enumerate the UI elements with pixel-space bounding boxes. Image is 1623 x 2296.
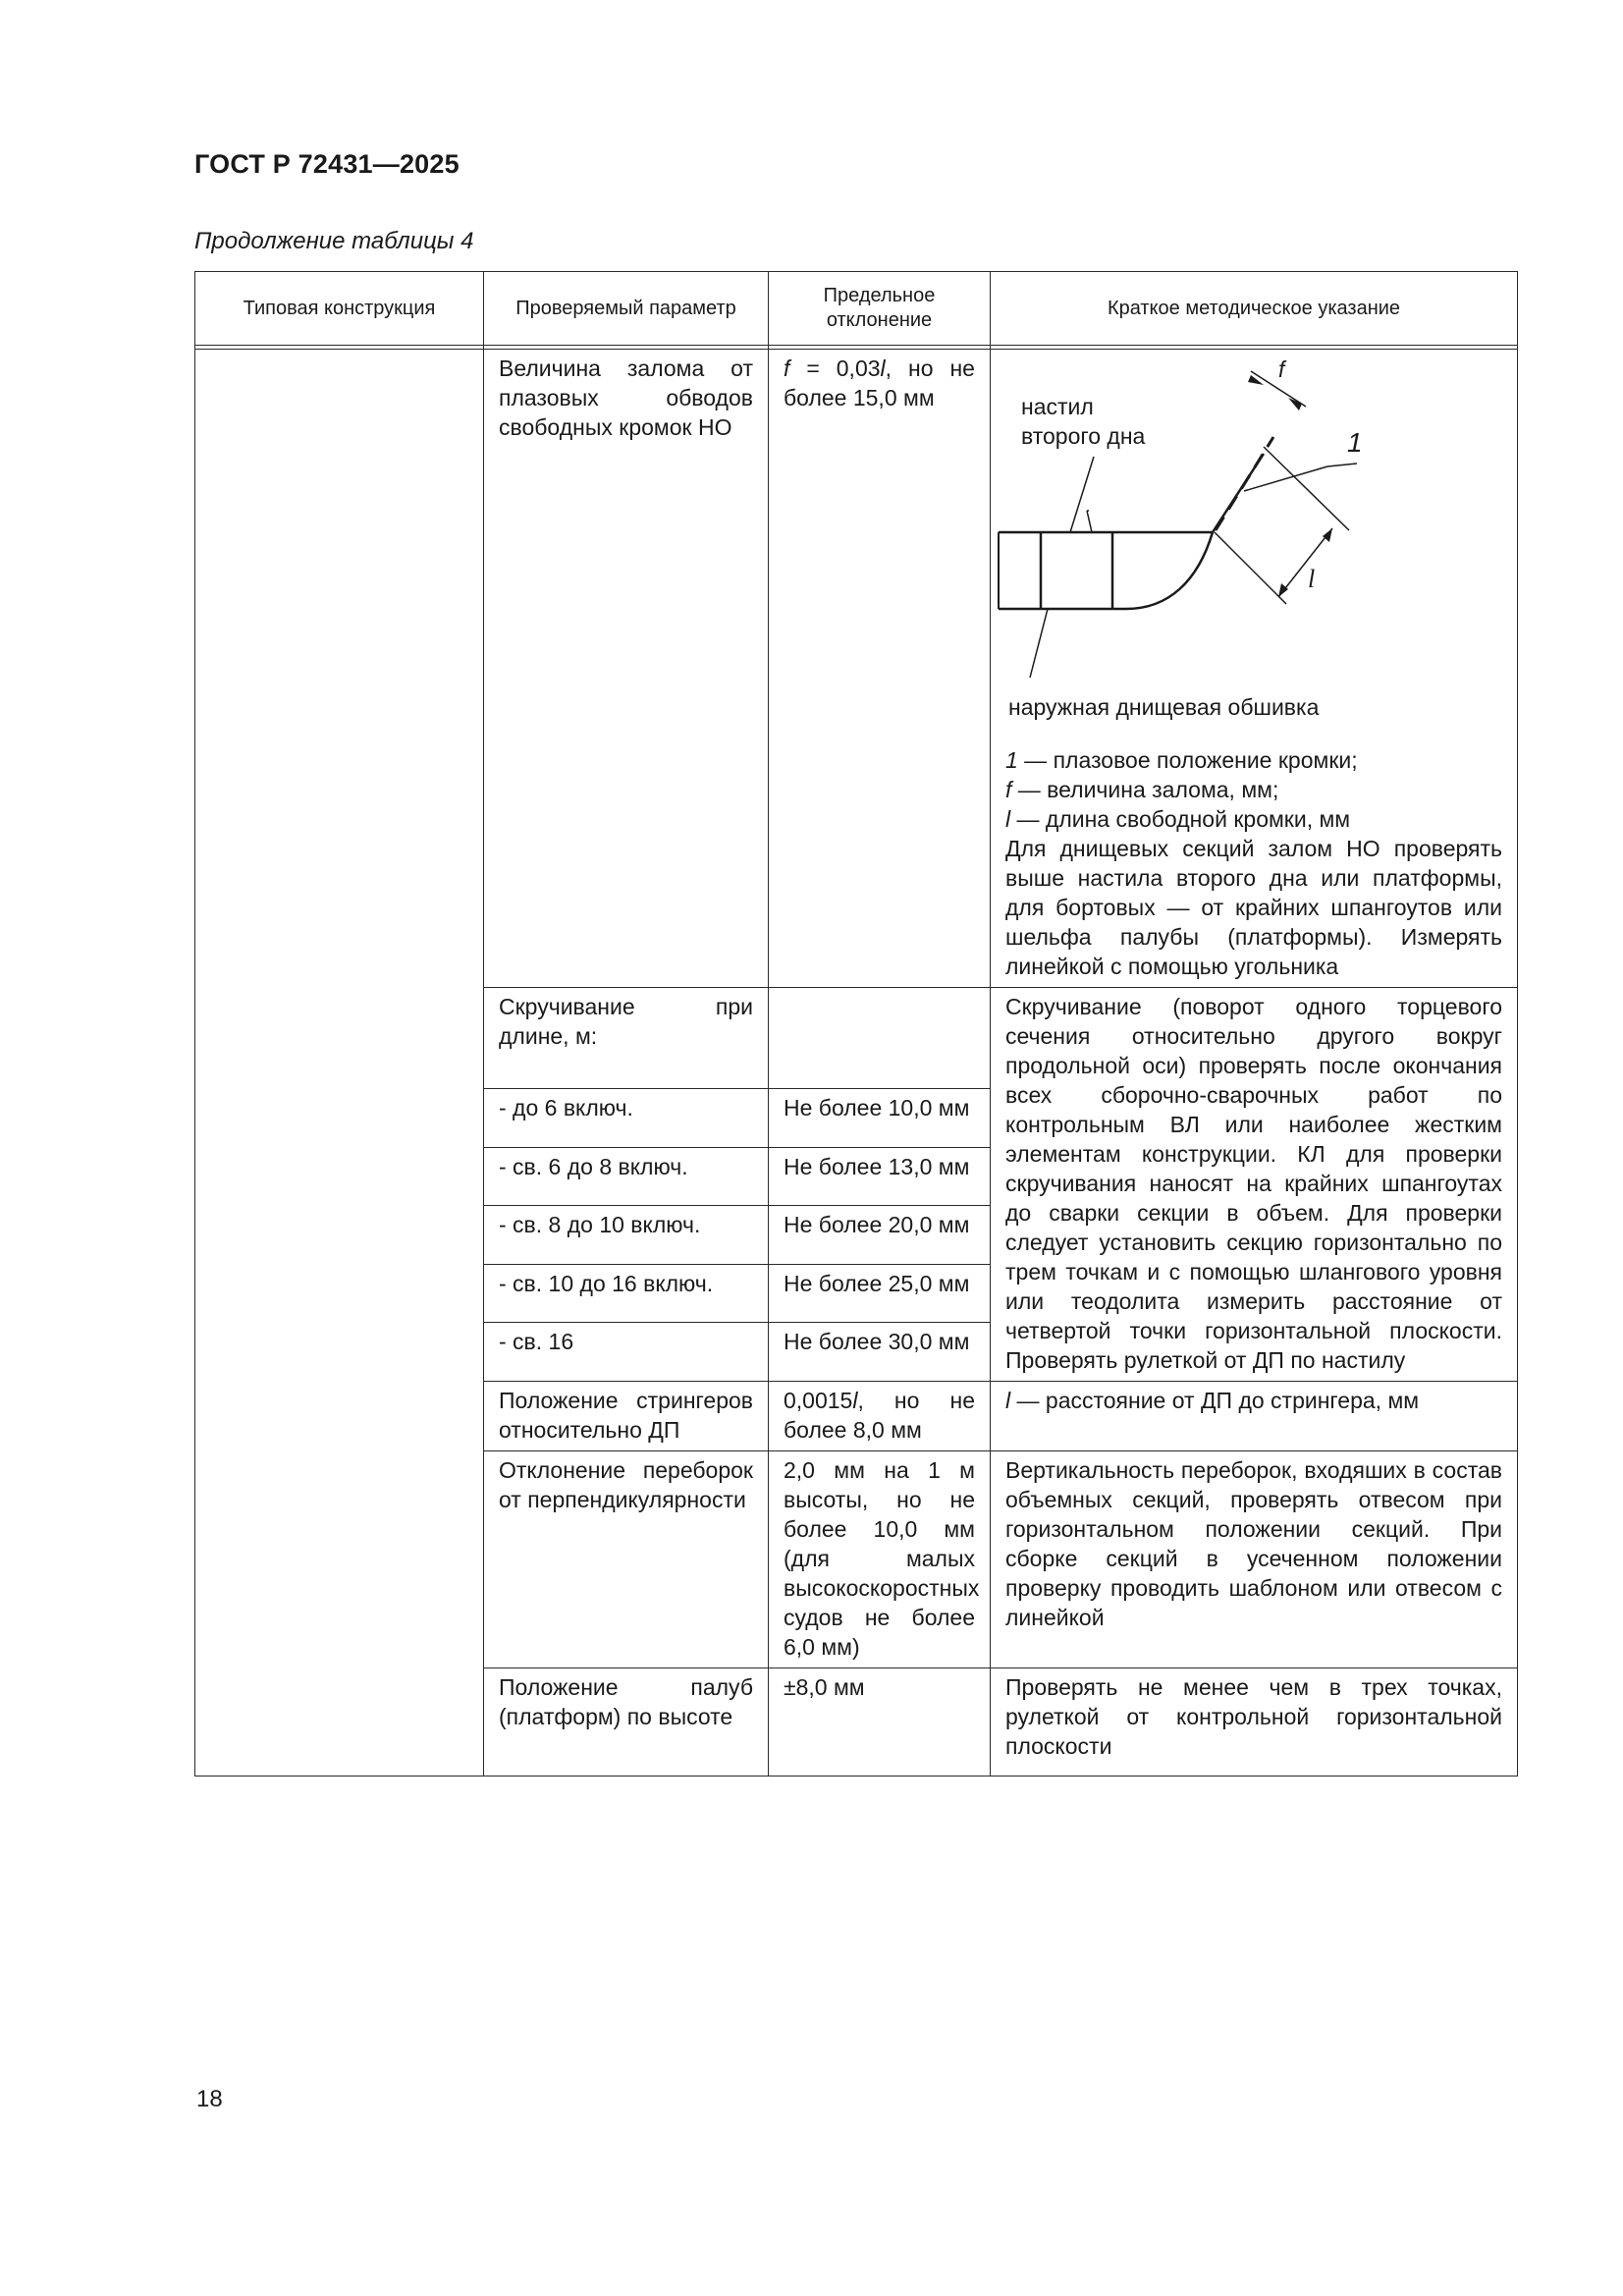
tolerance-cell: Не более 25,0 мм	[769, 1264, 991, 1323]
tolerance-cell: Не более 30,0 мм	[769, 1323, 991, 1382]
leader-line	[1087, 511, 1092, 532]
parameter-cell: - св. 8 до 10 включ.	[484, 1206, 769, 1265]
label-bottom: наружная днищевая обшивка	[1008, 694, 1320, 720]
method-cell: Вертикальность переборок, входяших в состав объемных секций, проверять отвесом при горизонтальном положении секций. При сборке секций в усеченном положении проверку проводить шаблоном или отвесом с линейкой	[991, 1451, 1518, 1668]
tolerance-cell: Не более 13,0 мм	[769, 1147, 991, 1206]
method-note: Для днищевых секций залом НО проверять выше настила второго дна или платформы, для бортовых — от крайних шпангоутов или шельфа палубы (платформы). Измерять линейкой с помощью угольника	[1005, 836, 1502, 979]
tolerance-cell: Не более 10,0 мм	[769, 1089, 991, 1148]
leader-line-1	[1327, 464, 1357, 466]
legend-key: f	[1005, 777, 1012, 802]
parameter-cell: - до 6 включ.	[484, 1089, 769, 1148]
parameter-cell: - св. 6 до 8 включ.	[484, 1147, 769, 1206]
method-cell	[991, 350, 1518, 988]
extension-line	[1264, 447, 1349, 530]
tolerance-cell	[769, 350, 991, 988]
marker-l: l	[1308, 565, 1316, 593]
tolerance-text: 0,0015	[784, 1388, 853, 1413]
method-cell: Скручивание (поворот одного торцевого сечения относительно другого вокруг продольной оси) проверять после окончания всех сборочно-сварочных работ по контрольным ВЛ или наиболее жестким элементам конструкции. КЛ для проверки скручивания наносят на крайних шпангоутах до сварки секции в объем. Для проверки следует установить секцию горизонтально по трем точкам и с помощью шлангового уровня или теодолита измерить расстояние от четвертой точки горизонтальной плоскости. Проверять рулеткой от ДП по настилу	[991, 988, 1518, 1382]
table-header-row	[195, 272, 1518, 346]
page-number: 18	[196, 2086, 223, 2112]
method-note: — расстояние от ДП до стрингера, мм	[1010, 1388, 1420, 1413]
marker-f: f	[1278, 356, 1285, 382]
hull-plate-outline	[999, 532, 1213, 609]
tolerance-text: = 0,03	[789, 355, 881, 381]
legend-key: 1	[1005, 747, 1018, 773]
legend-key: l	[1005, 806, 1011, 832]
legend-item	[1005, 804, 1502, 834]
leader-line-bottom	[1030, 609, 1048, 678]
dimension-line-l	[1278, 528, 1332, 597]
var-l: l	[880, 355, 886, 381]
marker-1: 1	[1347, 427, 1363, 458]
var-f: f	[784, 355, 790, 381]
extension-line	[1215, 532, 1286, 604]
parameter-cell: Положение стрингеров относительно ДП	[484, 1382, 769, 1451]
legend-item	[1005, 745, 1502, 775]
var-l: l	[1005, 1388, 1011, 1413]
parameter-cell: Отклонение переборок от перпендикулярности	[484, 1451, 769, 1668]
leader-line-1	[1244, 466, 1327, 491]
parameter-cell: Положение палуб (платформ) по высоте	[484, 1668, 769, 1777]
edge-break-diagram	[994, 354, 1514, 741]
label-top-1: настил	[1021, 394, 1094, 419]
tolerance-table	[194, 271, 1518, 1777]
column-header-construction: Типовая конструкция	[195, 272, 484, 346]
parameter-cell: - св. 16	[484, 1323, 769, 1382]
tolerance-cell: 2,0 мм на 1 м высоты, но не более 10,0 мм (для малых высокоскоростных судов не более 6,0 мм)	[769, 1451, 991, 1668]
tolerance-text: , но не более 8,0 мм	[784, 1388, 975, 1443]
legend-text: — величина залома, мм;	[1011, 777, 1279, 802]
hull-plate-outline	[999, 454, 1264, 532]
tolerance-cell: Не более 20,0 мм	[769, 1206, 991, 1265]
legend-text: — плазовое положение кромки;	[1017, 747, 1358, 773]
method-cell	[991, 1382, 1518, 1451]
table-caption: Продолжение таблицы 4	[194, 228, 474, 254]
tolerance-cell	[769, 988, 991, 1089]
column-header-tolerance: Предельное отклонение	[769, 272, 991, 346]
legend-item	[1005, 775, 1502, 804]
label-top-2: второго дна	[1021, 423, 1146, 449]
tolerance-cell: ±8,0 мм	[769, 1668, 991, 1777]
column-header-parameter: Проверяемый параметр	[484, 272, 769, 346]
document-title: ГОСТ Р 72431—2025	[194, 149, 460, 179]
tolerance-cell	[769, 1382, 991, 1451]
var-l: l	[852, 1388, 858, 1413]
leader-line-top	[1070, 457, 1094, 532]
tolerance-text: , но не более 15,0 мм	[784, 355, 975, 410]
arrowhead	[1248, 375, 1264, 385]
parameter-cell: Скручивание при длине, м:	[484, 988, 769, 1089]
column-header-method: Краткое методическое указание	[991, 272, 1518, 346]
legend-text: — длина свободной кромки, мм	[1010, 806, 1351, 832]
parameter-cell: - св. 10 до 16 включ.	[484, 1264, 769, 1323]
table-row	[195, 350, 1518, 988]
construction-cell	[195, 350, 484, 1777]
parameter-cell: Величина залома от плазовых обводов свободных кромок НО	[484, 350, 769, 988]
method-cell: Проверять не менее чем в трех точках, рулеткой от контрольной горизонтальной плоскости	[991, 1668, 1518, 1777]
